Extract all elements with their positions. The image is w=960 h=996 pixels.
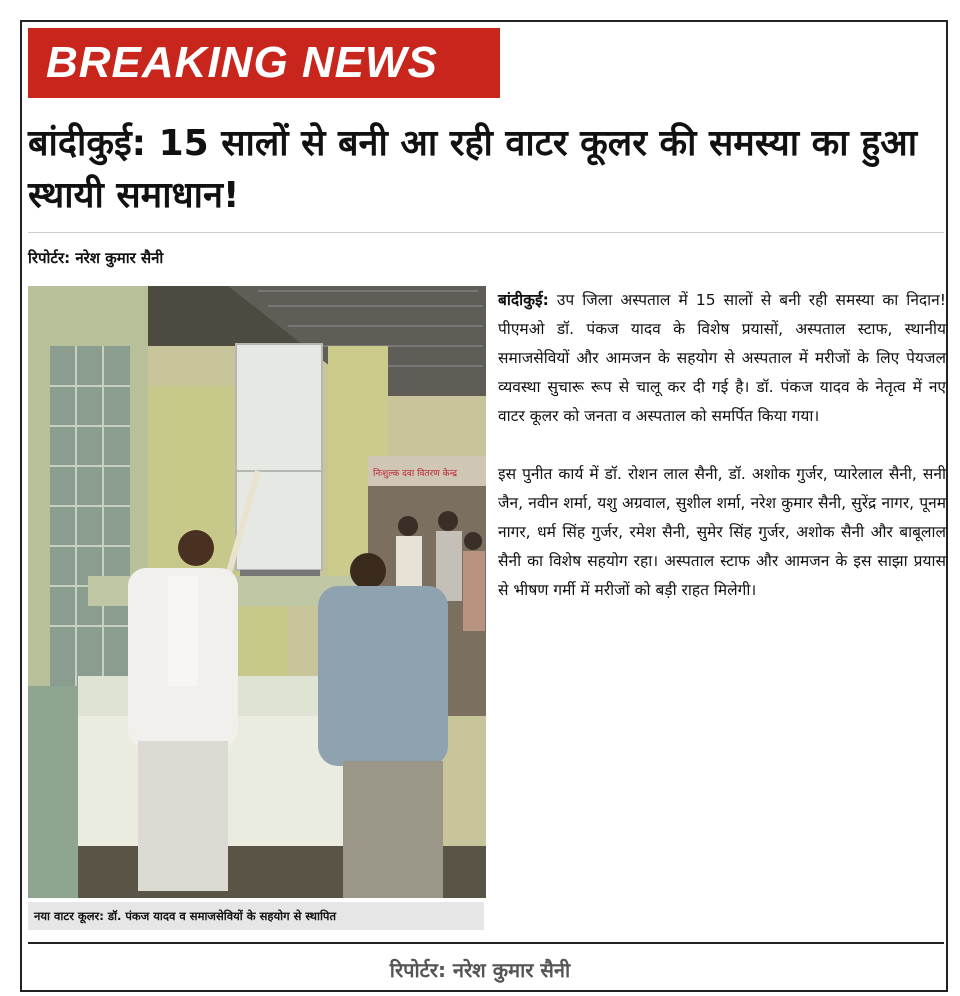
footer-divider xyxy=(28,942,944,944)
headline: बांदीकुई: 15 सालों से बनी आ रही वाटर कूलर की समस्या का हुआ स्थायी समाधान! xyxy=(28,123,917,216)
water-cooler-photo xyxy=(28,286,486,898)
breaking-news-banner: BREAKING NEWS xyxy=(28,28,500,98)
reporter-byline: रिपोर्टर: नरेश कुमार सैनी xyxy=(28,249,164,267)
news-photo xyxy=(28,286,486,898)
photo-caption: नया वाटर कूलर: डॉ. पंकज यादव व समाजसेवियों के सहयोग से स्थापित xyxy=(28,902,484,930)
article-paragraph-2: इस पुनीत कार्य में डॉ. रोशन लाल सैनी, डॉ. अशोक गुर्जर, प्यारेलाल सैनी, सनी जैन, नवीन शर्मा, यशु अग्रवाल, सुशील शर्मा, नरेश कुमार सैनी, सुरेंद्र नागर, पूनम नागर, धर्म सिंह गुर्जर, रमेश सैनी, सुमेर सिंह गुर्जर, अशोक सैनी और बाबूलाल सैनी का विशेष सहयोग रहा। अस्पताल स्टाफ और आमजन के इस साझा प्रयास से भीषण गर्मी में मरीजों को बड़ी राहत मिलेगी। xyxy=(498,465,946,599)
dateline: बांदीकुई: xyxy=(498,291,549,309)
article-body xyxy=(498,286,946,634)
article-paragraph-1 xyxy=(498,286,946,431)
sign-text: निःशुल्क दवा वितरण केन्द्र xyxy=(373,469,458,479)
divider xyxy=(28,232,944,233)
footer-reporter-byline: रिपोर्टर: नरेश कुमार सैनी xyxy=(389,958,571,982)
paragraph-1-text: उप जिला अस्पताल में 15 सालों से बनी रही समस्या का निदान! पीएमओ डॉ. पंकज यादव के विशेष प्रयासों, अस्पताल स्टाफ, स्थानीय समाजसेवियों और आमजन के सहयोग से अस्पताल में मरीजों के लिए पेयजल व्यवस्था सुचारू रूप से चालू कर दी गई है। डॉ. पंकज यादव के नेतृत्व में नए वाटर कूलर को जनता व अस्पताल को समर्पित किया गया। xyxy=(498,291,946,425)
